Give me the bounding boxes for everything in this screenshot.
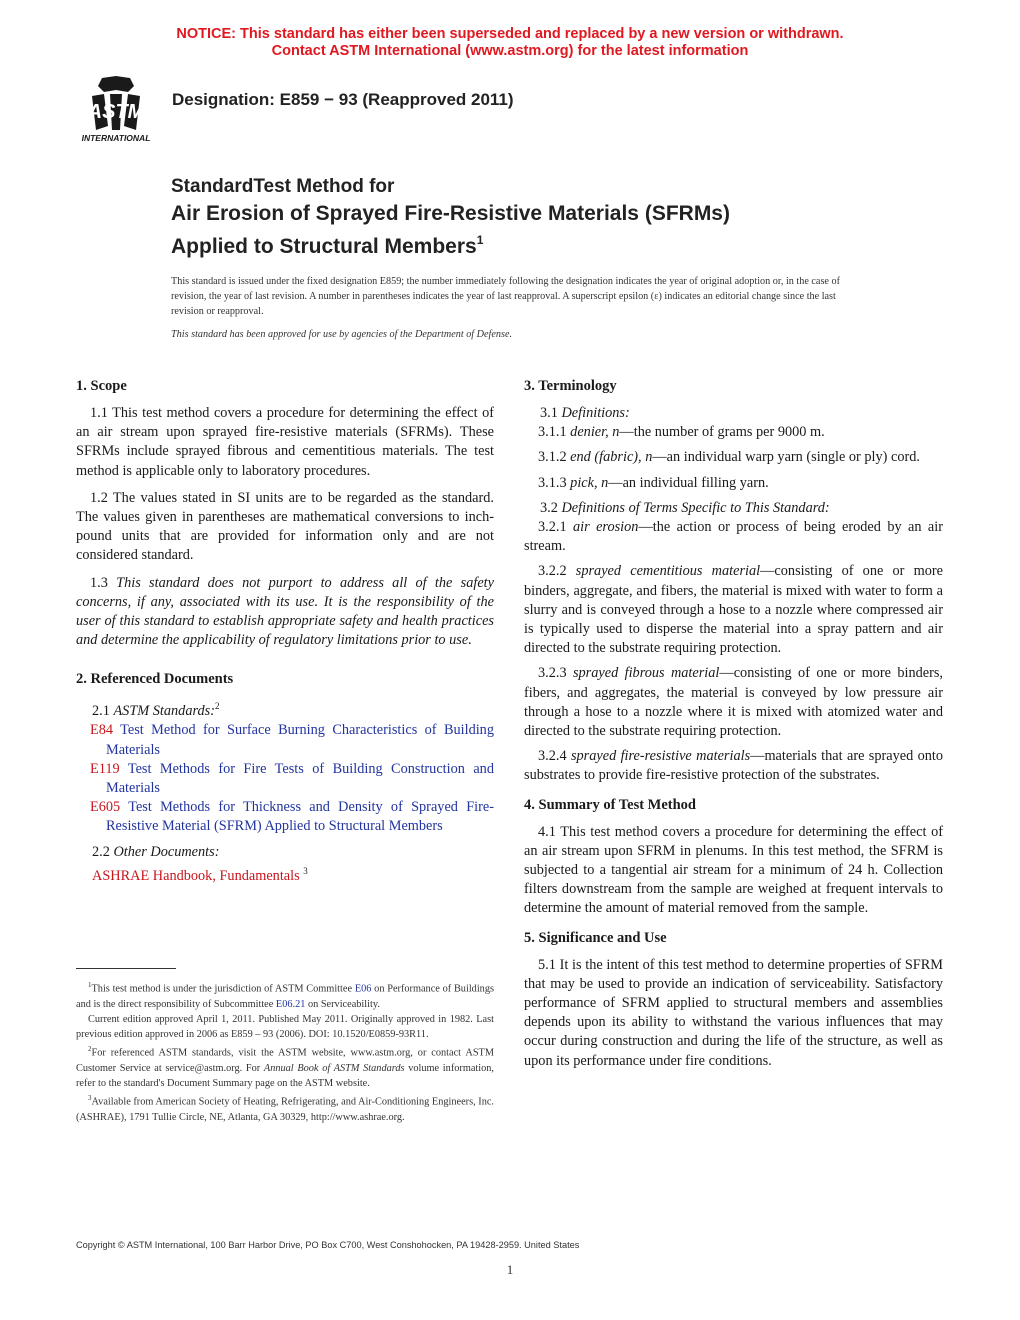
term-3-2-2-term: sprayed cementitious material (575, 563, 761, 580)
term-3-2-2 (524, 562, 943, 658)
ref-ashrae[interactable] (76, 862, 494, 886)
ref-ashrae-sup: 3 (303, 865, 308, 876)
term-3-2-3-term: sprayed fibrous material (572, 665, 720, 682)
term-3-1 (524, 404, 943, 423)
footnote-1-b: on Performance of Buildings and is the direct responsibility of Subcommittee (76, 983, 494, 1010)
term-3-2 (524, 499, 943, 518)
term-3-2-2-def: —consisting of one or more binders, aggregate, and fibers, the material is mixed with water to form a slurry and is conveyed through a hose to a nozzle where compressed air is typically used to disperse the material into a spray pattern and air directed to the substrate requiring protection. (524, 563, 943, 657)
summary-4-1: 4.1 This test method covers a procedure for determining the effect of an air stream upon SFRM in plenums. In this test method, the SFRM is subjected to a tangential air stream for a minimum of 24 h. Collection filters downstream from the sample are weighed at frequent intervals to determine the amount of material removed from the sample. (524, 823, 943, 917)
term-3-1-2 (524, 448, 943, 467)
term-3-1-1-num: 3.1.1 (538, 424, 567, 441)
term-3-2-label: Definitions of Terms Specific to This Standard: (561, 499, 830, 516)
term-3-2-3-num: 3.2.3 (538, 665, 567, 682)
significance-heading: 5. Significance and Use (524, 929, 667, 946)
notice-line-2: Contact ASTM International (www.astm.org) for the latest information (271, 43, 749, 59)
term-3-2-3 (524, 664, 943, 741)
scope-1-2: 1.2 The values stated in SI units are to be regarded as the standard. The values given in parentheses are mathematical conversions to inch-pound units that are provided for information only and are not considered standard. (76, 489, 494, 564)
scope-1-3 (76, 574, 494, 651)
term-3-2-2-num: 3.2.2 (538, 563, 567, 580)
refdocs-other-label (76, 843, 494, 862)
issuance-note: This standard is issued under the fixed designation E859; the number immediately following the designation indicates the year of original adoption or, in the case of revision, the year of last revision. A number in parentheses indicates the year of last reapproval. A superscript epsilon (ε) indicates an editorial change since the last revision or reapproval. (171, 276, 840, 317)
term-3-2-1-num: 3.2.1 (538, 519, 567, 536)
refdocs-other-num: 2.2 (92, 843, 110, 860)
dod-note: This standard has been approved for use by agencies of the Department of Defense. (171, 329, 513, 340)
ref-ashrae-text[interactable]: ASHRAE Handbook, Fundamentals (92, 867, 300, 884)
scope-1-3-text: This standard does not purport to address all of the safety concerns, if any, associated with its use. It is the responsibility of the user of this standard to establish appropriate safety and health practices and determine the applicability of regulatory limitations prior to use. (76, 574, 494, 649)
term-3-1-num: 3.1 (540, 405, 558, 421)
right-column (524, 377, 943, 1071)
copyright: Copyright © ASTM International, 100 Barr Harbor Drive, PO Box C700, West Conshohocken, PA 19428-2959. United States (76, 1240, 580, 1250)
footnotes (76, 978, 494, 1125)
refdocs-astm-sup: 2 (215, 701, 220, 712)
title-main (171, 200, 730, 260)
title-line-3-text: Applied to Structural Members (171, 235, 477, 258)
footnote-3-mark: 3 (88, 1094, 92, 1103)
scope-1-1: 1.1 This test method covers a procedure for determining the effect of an air stream upon sprayed fire-resistive materials (SFRMs). These SFRMs include sprayed fibrous and cementitious materials. The test method is applicable only to laboratory procedures. (76, 405, 494, 479)
footnote-2-b: volume information, refer to the standard's Document Summary page on the ASTM website. (76, 1062, 494, 1090)
ref-e84-code[interactable]: E84 (90, 722, 114, 739)
notice-line-1: NOTICE: This standard has either been superseded and replaced by a new version or withdrawn. (176, 26, 844, 42)
terminology-heading: 3. Terminology (524, 378, 617, 394)
ref-e605-code[interactable]: E605 (90, 799, 121, 816)
title-line-1: StandardTest Method for (171, 176, 395, 197)
summary-heading: 4. Summary of Test Method (524, 796, 696, 813)
astm-logo (72, 74, 160, 146)
term-3-1-2-term: end (fabric), n (570, 449, 653, 466)
term-3-2-4-def: —materials that are sprayed onto substrates to provide fire-resistive protection of the substrates. (524, 748, 944, 784)
term-3-2-1-term: air erosion (573, 519, 639, 536)
logo-text: ASTM (87, 101, 145, 123)
footnote-1-edition: Current edition approved April 1, 2011. Published May 2011. Originally approved in 1982. Last previous edition approved in 2006 as E859 – 93 (2006). DOI: 10.1520/E0859-93R11. (76, 1013, 494, 1041)
term-3-1-3-term: pick, n (570, 474, 609, 491)
footnote-1-link-e06[interactable]: E06 (354, 983, 372, 995)
term-3-2-1 (524, 518, 943, 556)
term-3-2-4-num: 3.2.4 (538, 748, 567, 765)
ref-e605[interactable] (76, 798, 494, 836)
ref-e84-text[interactable]: Test Method for Surface Burning Characteristics of Building Materials (106, 722, 494, 758)
refdocs-astm-label (76, 697, 494, 721)
term-3-1-1 (524, 423, 943, 442)
footnote-2 (76, 1042, 494, 1091)
ref-e119[interactable] (76, 760, 494, 798)
term-3-1-3-num: 3.1.3 (538, 474, 567, 491)
term-3-1-label: Definitions: (561, 405, 630, 421)
refdocs-heading: 2. Referenced Documents (76, 671, 234, 688)
footnote-rule (76, 968, 176, 969)
scope-heading: 1. Scope (76, 378, 127, 394)
page-number: 1 (506, 1262, 514, 1277)
designation: Designation: E859 − 93 (Reapproved 2011) (172, 90, 514, 109)
term-3-1-2-num: 3.1.2 (538, 449, 567, 466)
term-3-1-3 (524, 474, 943, 493)
term-3-2-4 (524, 747, 943, 785)
term-3-1-1-def: —the number of grams per 9000 m. (619, 424, 825, 441)
term-3-2-3-def: —consisting of one or more binders, fibers, and aggregates, the material is conveyed by low pressure air through a hose to a nozzle where it is mixed with atomized water and directed to the substrate requiring protection. (524, 665, 944, 740)
ref-e84[interactable] (76, 721, 494, 759)
footnote-2-italic: Annual Book of ASTM Standards (263, 1062, 405, 1074)
ref-e605-text[interactable]: Test Methods for Thickness and Density of Sprayed Fire-Resistive Material (SFRM) Applied to Structural Members (106, 799, 494, 835)
logo-subtext: INTERNATIONAL (81, 133, 151, 143)
ref-e119-text[interactable]: Test Methods for Fire Tests of Building Construction and Materials (106, 760, 494, 797)
left-column (76, 377, 494, 886)
refdocs-other-text: Other Documents: (113, 843, 220, 860)
refdocs-astm-text: ASTM Standards: (113, 703, 215, 720)
title-footnote-mark: 1 (476, 233, 484, 247)
refdocs-astm-num: 2.1 (92, 703, 110, 720)
notice-banner (0, 26, 1020, 60)
footnote-1 (76, 978, 494, 1012)
footnote-3-text: Available from American Society of Heating, Refrigerating, and Air-Conditioning Engineers, Inc. (ASHRAE), 1791 Tullie Circle, NE, Atlanta, GA 30329, http://www.ashrae.org. (76, 1096, 494, 1123)
ref-e119-code[interactable]: E119 (90, 760, 120, 777)
title-line-3 (171, 227, 730, 260)
scope-1-3-num: 1.3 (90, 574, 108, 591)
footnote-1-mark: 1 (88, 981, 92, 989)
term-3-1-3-def: —an individual filling yarn. (608, 474, 769, 491)
significance-5-1: 5.1 It is the intent of this test method to determine properties of SFRM that may be used to provide an indication of serviceability. Satisfactory performance of SFRM applied to structural members and assemblies depends upon its ability to withstand the various influences that may occur during construction and during the life of the structure, as well as upon its performance under fire conditions. (524, 956, 943, 1069)
footnote-2-mark: 2 (88, 1045, 92, 1054)
footnote-1-c: on Serviceability. (307, 998, 380, 1010)
term-3-2-num: 3.2 (540, 499, 558, 516)
footnote-3 (76, 1091, 494, 1125)
footnote-2-a: For referenced ASTM standards, visit the ASTM website, www.astm.org, or contact ASTM Customer Service at service@astm.org. For (76, 1047, 494, 1074)
term-3-2-4-term: sprayed fire-resistive materials (570, 748, 751, 765)
title-line-2: Air Erosion of Sprayed Fire-Resistive Materials (SFRMs) (171, 202, 730, 225)
term-3-2-1-def: —the action or process of being eroded by an air stream. (524, 519, 943, 555)
term-3-1-2-def: —an individual warp yarn (single or ply) cord. (652, 449, 920, 466)
term-3-1-1-term: denier, n (570, 424, 620, 441)
footnote-1-a: This test method is under the jurisdiction of ASTM Committee (91, 983, 353, 995)
footnote-1-link-e0621[interactable]: E06.21 (275, 998, 306, 1010)
